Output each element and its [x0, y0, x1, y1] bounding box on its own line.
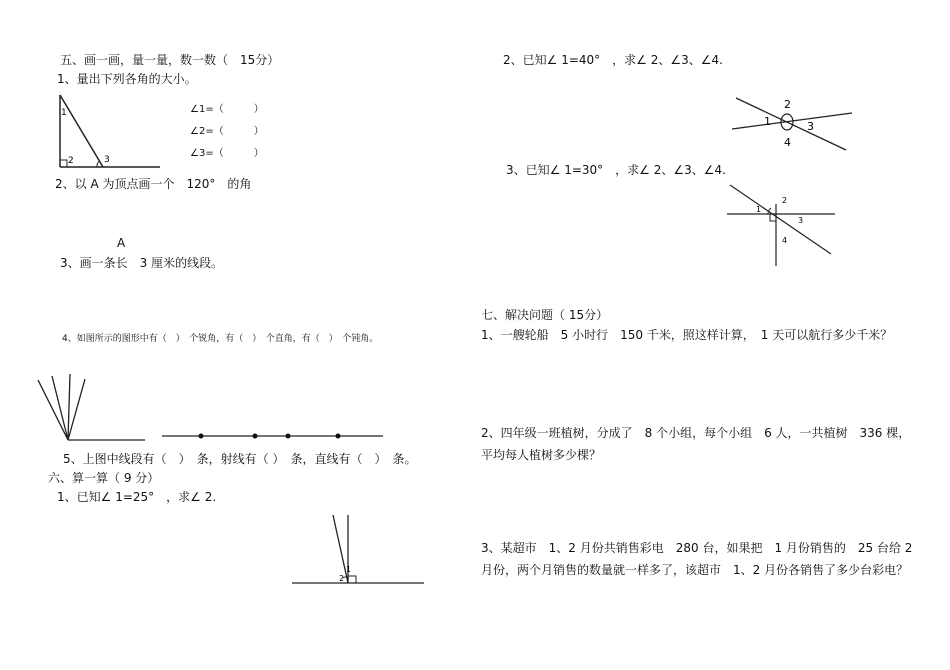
angle-3-mark: 3: [104, 155, 110, 165]
problem-3: 3、某超市 1、2 月份共销售彩电 280 台，如果把 1 月份销售的 25 台给 2 月份，两个月销售的数量就一样多了，该超市 1、2 月份各销售了多少台彩电？: [481, 541, 913, 577]
angle-1-mark: 1: [764, 115, 771, 128]
question-6-3: 3、已知∠ 1=30° ，求∠ 2、∠3、∠4.: [506, 163, 726, 177]
question-draw-segment: 3、画一条长 3 厘米的线段。: [60, 256, 224, 270]
angle-4-mark: 4: [784, 136, 791, 149]
question-6-2: 2、已知∠ 1=40° ，求∠ 2、∠3、∠4.: [503, 53, 723, 67]
angle-1-answer: ∠1=（ ）: [190, 104, 264, 115]
point-a-label: A: [117, 236, 126, 250]
angle-2-answer: ∠2=（ ）: [190, 126, 264, 137]
angle-1-mark: 1: [346, 565, 352, 574]
angle-3-answer: ∠3=（ ）: [190, 148, 264, 159]
angle-3-mark: 3: [807, 120, 814, 133]
angle-4-mark: 4: [782, 236, 788, 245]
question-draw-angle: 2、以 A 为顶点画一个 120° 的角: [55, 177, 252, 191]
section6-title: 六、算一算（ 9 分）: [48, 471, 160, 485]
problem-2: 2、四年级一班植树，分成了 8 个小组，每个小组 6 人，一共植树 336 棵，平均每人植树多少棵？: [481, 426, 911, 462]
angle-2-mark: 2: [68, 156, 74, 166]
right-triangle-figure: [55, 92, 165, 172]
angle-2-mark: 2: [339, 574, 345, 583]
angle-2-mark: 2: [782, 196, 788, 205]
section7-title: 七、解决问题（ 15分）: [481, 308, 609, 322]
angle-1-mark: 1: [61, 108, 67, 118]
angle-2-mark: 2: [784, 98, 791, 111]
rays-figure: [35, 372, 147, 444]
angle-25-figure: [290, 512, 426, 588]
question-count-lines: 5、上图中线段有（ ） 条，射线有（ ） 条，直线有（ ） 条。: [63, 452, 417, 466]
question-measure-angles: 1、量出下列各角的大小。: [57, 72, 197, 86]
intersecting-lines-figure: [728, 95, 854, 153]
question-count-angles: 4、如图所示的图形中有（ ） 个锐角，有（ ） 个直角，有（ ） 个钝角。: [62, 334, 379, 344]
question-6-1: 1、已知∠ 1=25° ，求∠ 2.: [57, 490, 217, 504]
angle-1-mark: 1: [756, 205, 762, 214]
perpendicular-lines-figure: [725, 182, 837, 268]
problem-1: 1、一艘轮船 5 小时行 150 千米，照这样计算， 1 天可以航行多少千米？: [481, 328, 893, 342]
section5-title: 五、画一画，量一量，数一数（ 15分）: [60, 53, 280, 67]
points-on-line-figure: [160, 430, 385, 444]
angle-3-mark: 3: [798, 216, 804, 225]
